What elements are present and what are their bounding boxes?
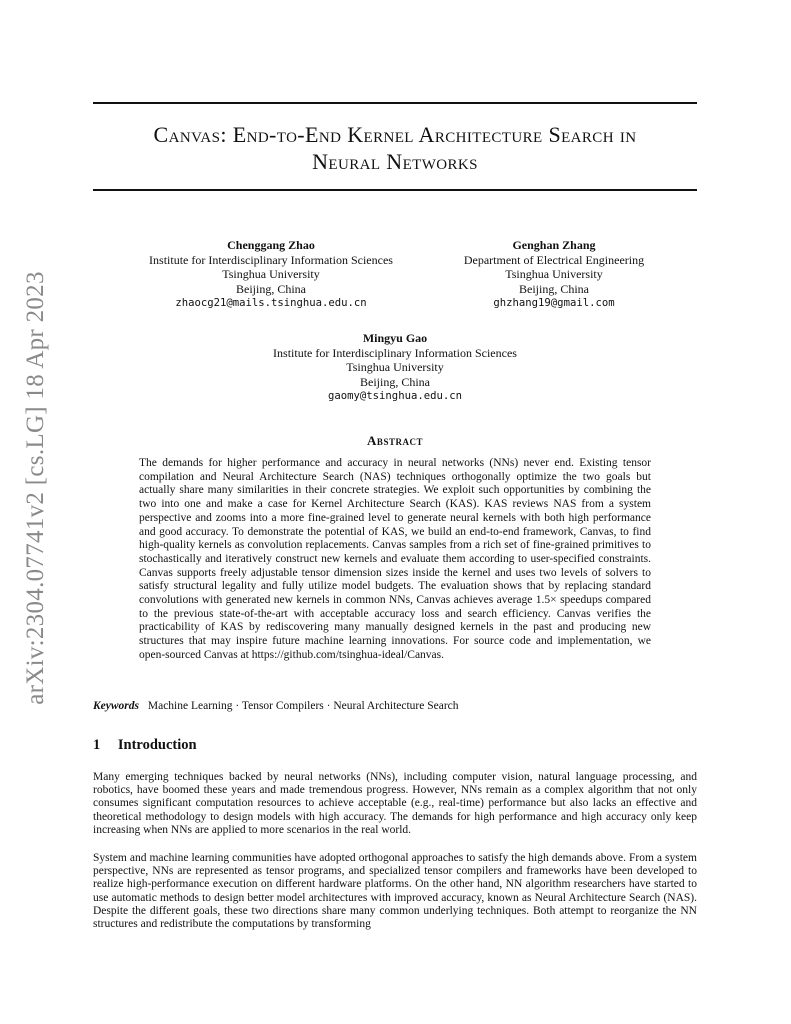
paper-title-line-2: Neural Networks (312, 149, 478, 174)
author-email: zhaocg21@mails.tsinghua.edu.cn (175, 297, 367, 310)
author-block-3 (245, 331, 545, 404)
author-block-2 (440, 238, 668, 311)
title-top-rule (93, 102, 697, 104)
author-name: Genghan Zhang (512, 238, 596, 252)
author-university: Tsinghua University (346, 360, 444, 375)
keywords-text: Machine Learning · Tensor Compilers · Neural Architecture Search (147, 700, 459, 712)
author-name: Mingyu Gao (362, 331, 428, 345)
keywords-label: Keywords (93, 700, 139, 712)
abstract-text: The demands for higher performance and accuracy in neural networks (NNs) never end. Existing tensor compilation and Neural Architecture Search (NAS) techniques orthogonally optimize the two goals but actually share many similarities in their concrete strategies. We exploit such opportunities by combining the two into one and make a case for Kernel Architecture Search (KAS). KAS reviews NAS from a system perspective and zooms into a more fine-grained level to generate neural kernels with both high performance and good accuracy. To demonstrate the potential of KAS, we build an end-to-end framework, Canvas, to find high-quality kernels as convolution replacements. Canvas samples from a rich set of fine-grained primitives to stochastically and iteratively construct new kernels and evaluate them according to user-specified constraints. Canvas supports freely adjustable tensor dimension sizes inside the kernel and uses two levels of solvers to satisfy structural legality and fully utilize model budgets. The evaluation shows that by replacing standard convolutions with generated new kernels in common NNs, Canvas achieves average 1.5× speedups compared to the previous state-of-the-art with acceptable accuracy loss and search efficiency. Canvas verifies the practicability of KAS by rediscovering many manually designed kernels in the past and producing new structures that may inspire future machine learning innovations. For source code and implementation, we open-sourced Canvas at https://github.com/tsinghua-ideal/Canvas. (139, 457, 651, 661)
author-email: ghzhang19@gmail.com (493, 297, 615, 310)
paper-title (93, 121, 697, 175)
abstract-heading: Abstract (367, 433, 423, 448)
author-email: gaomy@tsinghua.edu.cn (328, 390, 462, 403)
author-location: Beijing, China (360, 374, 430, 389)
author-location: Beijing, China (236, 281, 306, 296)
author-affiliation: Institute for Interdisciplinary Information Sciences (273, 345, 517, 360)
paper-title-line-1: Canvas: End-to-End Kernel Architecture Search in (153, 122, 637, 147)
keywords-line (93, 700, 697, 712)
title-bottom-rule (93, 189, 697, 191)
author-university: Tsinghua University (505, 267, 603, 282)
author-affiliation: Department of Electrical Engineering (463, 252, 645, 267)
intro-paragraph-2: System and machine learning communities have adopted orthogonal approaches to satisfy the high demands above. From a system perspective, NNs are represented as tensor programs, and specialized tensor compilers and frameworks have been developed to realize high-performance execution on different hardware platforms. On the other hand, NN algorithm researchers have started to use automatic methods to design better model architectures with improved accuracy, known as Neural Architecture Search (NAS). Despite the different goals, these two directions share many common underlying techniques. Both attempt to reorganize the NN structures and redistribute the computations by transforming (93, 852, 697, 931)
author-block-1 (131, 238, 411, 311)
author-location: Beijing, China (519, 281, 589, 296)
section-number: 1 (93, 737, 101, 753)
section-heading-introduction (93, 737, 197, 754)
author-university: Tsinghua University (222, 267, 320, 282)
intro-paragraph-1: Many emerging techniques backed by neural networks (NNs), including computer vision, natural language processing, and robotics, have boomed these years and made tremendous progress. However, NNs remain as a complex algorithm that not only consumes significant computation resources to achieve acceptable (e.g., real-time) performance but also lacks an effective and theoretical methodology to design models with high accuracy. The demands for high performance and high accuracy only keep increasing when NNs are applied to more scenarios in the real world. (93, 771, 697, 836)
author-name: Chenggang Zhao (227, 238, 315, 252)
arxiv-identifier: arXiv:2304.07741v2 [cs.LG] 18 Apr 2023 (22, 271, 49, 705)
author-affiliation: Institute for Interdisciplinary Information Sciences (149, 252, 393, 267)
section-title: Introduction (117, 737, 197, 753)
